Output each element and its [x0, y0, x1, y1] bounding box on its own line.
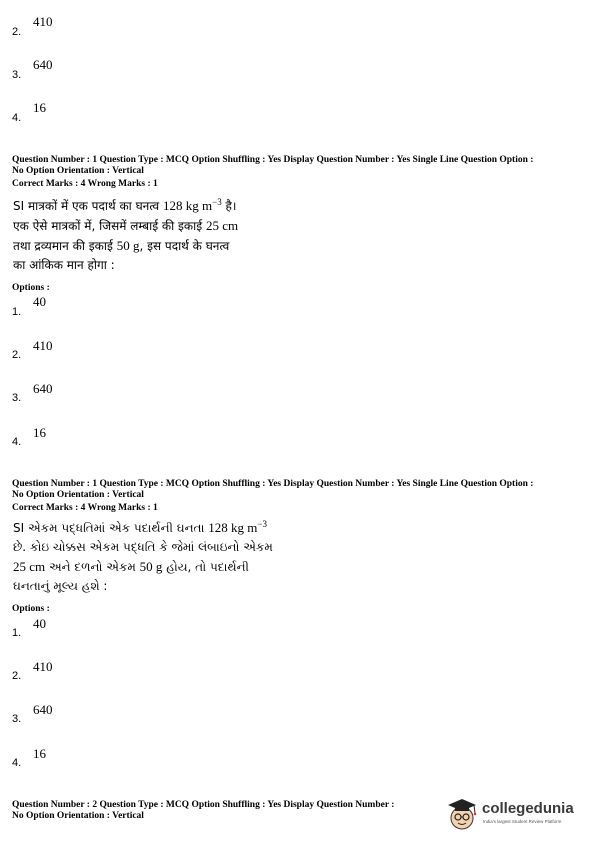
text-run: SI એકમ પદ્ધતિમાં એક પદાર્થની ઘનતા: [13, 521, 209, 535]
question-meta: [12, 155, 592, 190]
text-run: છે. કોઇ ચોક્કસ એકમ પદ્ધતિ કે જેમાં લંબાઇનો એકમ: [13, 540, 273, 554]
question-line: [13, 538, 313, 557]
option-number: 3.: [12, 713, 22, 725]
option-number: 2.: [12, 349, 22, 361]
option-value: 410: [33, 14, 53, 29]
question-line: [13, 193, 313, 216]
question-line: [13, 236, 313, 256]
meta-line: Question Number : 1 Question Type : MCQ Option Shuffling : Yes Display Question Number : Yes Single Line Question Option :: [12, 479, 534, 489]
question-line: [13, 557, 313, 577]
option-number: 1.: [12, 627, 22, 639]
option-value: 16: [33, 100, 46, 115]
option-number: 4.: [12, 436, 22, 448]
option-number: 4.: [12, 112, 22, 124]
text-run: 128 kg m: [163, 198, 213, 213]
text-run: का आंकिक मान होगा :: [13, 258, 115, 272]
text-run: 50 g: [116, 238, 140, 253]
option-value: 16: [33, 425, 46, 440]
option-value: 40: [33, 294, 46, 309]
option-value: 410: [33, 338, 53, 353]
option-value: 640: [33, 702, 53, 717]
option-number: 2.: [12, 26, 22, 38]
text-run: SI मात्रकों में एक पदार्थ का घनत्व: [13, 199, 164, 213]
option-value: 40: [33, 616, 46, 631]
logo-wordmark: collegedunia: [482, 800, 574, 817]
option-number: 3.: [12, 69, 22, 81]
meta-line: Question Number : 1 Question Type : MCQ Option Shuffling : Yes Display Question Number : Yes Single Line Question Option :: [12, 155, 534, 165]
text-run: तथा द्रव्यमान की इकाई: [13, 239, 117, 253]
options-label: Options :: [12, 283, 50, 293]
text-run: અને દળનો એકમ: [45, 560, 140, 574]
text-run: एक ऐसे मात्रकों में, जिसमें लम्बाई की इकाई: [13, 219, 206, 233]
option-value: 410: [33, 659, 53, 674]
option-number: 2.: [12, 670, 22, 682]
marks-line: Correct Marks : 4 Wrong Marks : 1: [12, 503, 158, 513]
question-meta: [12, 800, 432, 822]
meta-line: No Option Orientation : Vertical: [12, 166, 144, 176]
meta-line: No Option Orientation : Vertical: [12, 490, 144, 500]
text-run: ઘનતાનું મૂલ્ય હશે :: [13, 579, 108, 593]
text-run: 128 kg m: [208, 520, 258, 535]
option-number: 4.: [12, 757, 22, 769]
option-value: 16: [33, 746, 46, 761]
superscript: −3: [257, 519, 267, 529]
marks-line: Correct Marks : 4 Wrong Marks : 1: [12, 179, 158, 189]
options-label: Options :: [12, 604, 50, 614]
text-run: હોય, તો પદાર્થની: [162, 560, 249, 574]
question-text: [13, 515, 313, 596]
text-run: 50 g: [139, 559, 163, 574]
meta-line: Question Number : 2 Question Type : MCQ Option Shuffling : Yes Display Question Number :: [12, 800, 395, 810]
option-value: 640: [33, 381, 53, 396]
question-line: [13, 577, 313, 596]
question-line: [13, 216, 313, 236]
option-number: 3.: [12, 392, 22, 404]
meta-line: No Option Orientation : Vertical: [12, 811, 144, 821]
option-value: 640: [33, 57, 53, 72]
text-run: 25 cm: [13, 559, 46, 574]
question-text: [13, 193, 313, 275]
student-mascot-icon: [444, 796, 480, 832]
text-run: है।: [221, 199, 237, 213]
text-run: 25 cm: [205, 218, 239, 233]
question-meta: [12, 479, 592, 514]
text-run: , इस पदार्थ के घनत्व: [139, 239, 230, 253]
question-line: [13, 256, 313, 275]
option-number: 1.: [12, 306, 22, 318]
question-line: [13, 515, 313, 538]
superscript: −3: [212, 197, 222, 207]
logo-tagline: India's largest Student Review Platform: [483, 819, 562, 824]
collegedunia-logo: [444, 794, 590, 834]
